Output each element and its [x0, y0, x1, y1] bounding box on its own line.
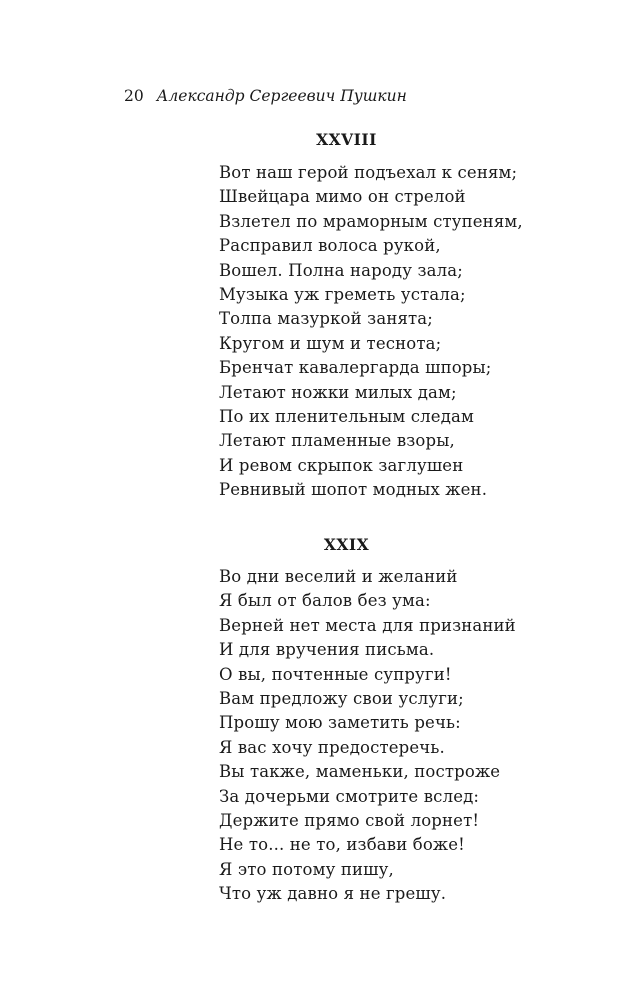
verse-line: Ревнивый шопот модных жен. [219, 480, 488, 500]
verse-line: О вы, почтенные супруги! [219, 664, 452, 684]
verse-line: Толпа мазуркой занята; [219, 309, 433, 329]
verse-line: Я вас хочу предостеречь. [219, 737, 445, 757]
verse-line: Взлетел по мраморным ступеням, [219, 211, 523, 231]
stanza-xxviii [219, 161, 523, 503]
verse-line: Бренчат кавалергарда шпоры; [219, 358, 492, 378]
verse-line: Кругом и шум и теснота; [219, 333, 442, 353]
stanza-xxix [219, 565, 516, 907]
verse-line: Верней нет места для признаний [219, 615, 516, 635]
verse-line: Держите прямо свой лорнет! [219, 811, 480, 831]
verse-line: И для вручения письма. [219, 640, 435, 660]
verse-line: Вы также, маменьки, построже [219, 762, 501, 782]
verse-line: Летают пламенные взоры, [219, 431, 455, 451]
verse-line: Во дни веселий и желаний [219, 567, 458, 586]
page-number: 20 [124, 87, 144, 105]
author-name: Александр Сергеевич Пушкин [156, 87, 407, 105]
running-head [124, 86, 407, 106]
verse-line: Я был от балов без ума: [219, 591, 431, 611]
verse-line: Я это потому пишу, [219, 859, 394, 879]
verse-line: Вот наш герой подъехал к сеням; [219, 163, 518, 182]
verse-line: Музыка уж греметь устала; [219, 285, 466, 305]
stanza-title-xxix: XXIX [323, 535, 370, 554]
verse-line: Не то... не то, избави боже! [219, 835, 465, 855]
verse-line: Расправил волоса рукой, [219, 236, 441, 256]
stanza-title-xxviii: XXVIII [316, 130, 377, 149]
verse-line: Что уж давно я не грешу. [219, 884, 447, 904]
verse-line: Швейцара мимо он стрелой [219, 187, 466, 207]
verse-line: Прошу мою заметить речь: [219, 713, 461, 733]
verse-line: Вошел. Полна народу зала; [219, 260, 463, 280]
verse-line: По их пленительным следам [219, 407, 474, 427]
verse-line: Вам предложу свои услуги; [219, 689, 464, 709]
verse-line: И ревом скрыпок заглушен [219, 455, 464, 475]
verse-line: За дочерьми смотрите вслед: [219, 786, 480, 806]
verse-line: Летают ножки милых дам; [219, 382, 457, 402]
